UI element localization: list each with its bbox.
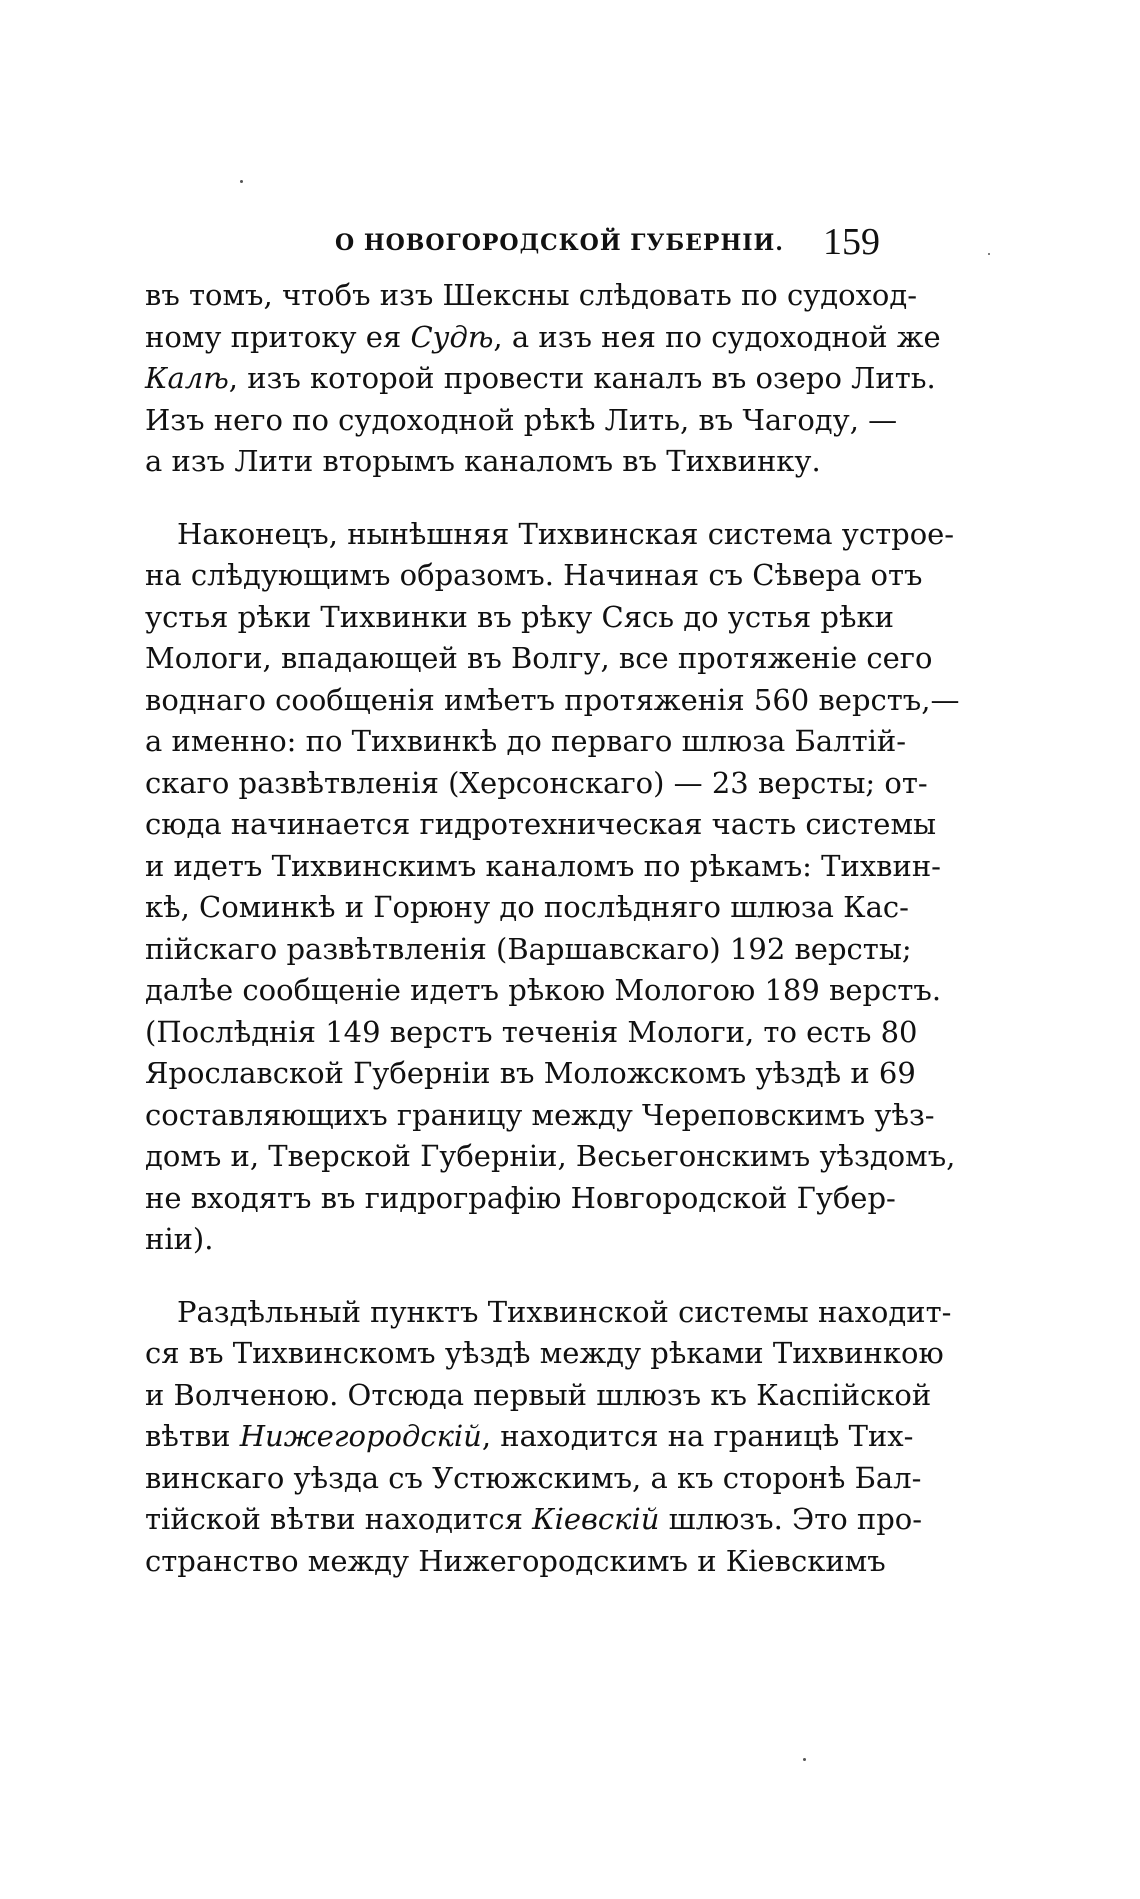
text-line [145,1012,918,1054]
text-line [145,846,941,888]
text-run: а изъ Лити вторымъ каналомъ въ Тихвинку. [145,444,821,478]
text-run: Мологи, впадающей въ Волгу, все протяженіе сего [145,641,933,675]
text-run: (Послѣднія 149 верстъ теченія Мологи, то есть 80 [145,1014,918,1049]
paragraph-gap [145,1261,882,1292]
text-line [145,597,894,639]
text-line [145,1095,935,1137]
page-number: 159 [823,221,880,263]
text-line [145,555,923,597]
text-line [145,1375,932,1417]
italic-run: Калѣ [145,361,229,395]
text-run: воднаго сообщенія имѣетъ протяженія 560 верстъ,— [145,682,960,717]
text-line [145,887,909,929]
text-run: домъ и, Тверской Губерніи, Весьегонскимъ уѣздомъ, [145,1139,956,1173]
text-line [145,275,918,317]
text-run: Ярославской Губерніи въ Моложскомъ уѣздѣ и 69 [145,1056,916,1090]
text-line [145,400,898,442]
text-run: , находится на границѣ Тих- [481,1419,914,1453]
running-head [145,220,882,270]
paragraph [145,514,960,1261]
text-line [145,638,933,680]
paragraph [145,275,941,483]
text-line [145,721,907,763]
italic-run: Кіевскій [532,1502,660,1536]
text-run: тійской вѣтви находится [145,1502,533,1536]
text-line [145,1292,952,1334]
text-run: винскаго уѣзда съ Устюжскимъ, а къ сторонѣ Бал- [145,1460,922,1495]
text-run: не входятъ въ гидрографію Новгородской Губер- [145,1180,896,1215]
text-line [145,358,936,400]
running-title: О НОВОГОРОДСКОЙ ГУБЕРНІИ. [335,230,784,256]
text-run: пійскаго развѣтвленія (Варшавскаго) 192 версты; [145,931,912,966]
italic-run: Нижегородскій [239,1419,482,1453]
text-run: скаго развѣтвленія (Херсонскаго) — 23 версты; от- [145,765,928,800]
text-line [145,514,955,556]
text-line [145,763,928,805]
text-run: далѣе сообщеніе идетъ рѣкою Мологою 189 верстъ. [145,973,942,1007]
text-line [145,1541,886,1583]
text-run: вѣтви [145,1419,240,1453]
paragraph [145,1292,952,1583]
text-line [145,441,882,483]
text-run: , а изъ нея по судоходной же [493,319,941,354]
text-line [145,1053,916,1095]
text-line [145,1178,896,1220]
text-run: устья рѣки Тихвинки въ рѣку Сясь до устья рѣки [145,599,894,634]
text-run: Изъ него по судоходной рѣкѣ Лить, въ Чагоду, — [145,402,898,437]
print-speck [803,1758,806,1761]
text-run: , изъ которой провести каналъ въ озеро Лить. [228,361,936,395]
text-line [145,970,942,1012]
text-run: на слѣдующимъ образомъ. Начиная съ Сѣвера отъ [145,558,923,592]
text-line [145,1219,882,1261]
text-run: а именно: по Тихвинкѣ до перваго шлюза Балтій- [145,724,907,758]
text-run: составляющихъ границу между Череповскимъ уѣз- [145,1097,935,1132]
text-line [145,317,941,359]
text-line [145,1333,944,1375]
text-line [145,1458,922,1500]
body-text [145,275,960,1582]
text-run: ному притоку ея [145,319,411,354]
text-run: странство между Нижегородскимъ и Кіевскимъ [145,1543,886,1578]
text-run: сюда начинается гидротехническая часть системы [145,807,937,841]
text-run: въ томъ, чтобъ изъ Шексны слѣдовать по судоход- [145,278,918,312]
text-line [145,929,912,971]
text-run: ся въ Тихвинскомъ уѣздѣ между рѣками Тихвинкою [145,1336,944,1370]
italic-run: Судѣ [410,319,494,354]
text-run: Наконецъ, нынѣшняя Тихвинская система устрое- [177,516,955,551]
text-line [145,804,937,846]
text-run: кѣ, Соминкѣ и Горюну до послѣдняго шлюза Кас- [145,890,909,924]
text-run: ніи). [145,1222,214,1256]
text-line [145,1499,923,1541]
print-speck [240,180,243,183]
text-line [145,1416,914,1458]
text-run: шлюзъ. Это про- [659,1502,923,1536]
text-run: и Волченою. Отсюда первый шлюзъ къ Каспійской [145,1377,932,1412]
text-line [145,1136,956,1178]
text-run: и идетъ Тихвинскимъ каналомъ по рѣкамъ: Тихвин- [145,848,941,883]
text-line [145,680,960,722]
paragraph-gap [145,483,882,514]
text-run: Раздѣльный пунктъ Тихвинской системы находит- [177,1294,952,1329]
print-speck [988,253,990,255]
